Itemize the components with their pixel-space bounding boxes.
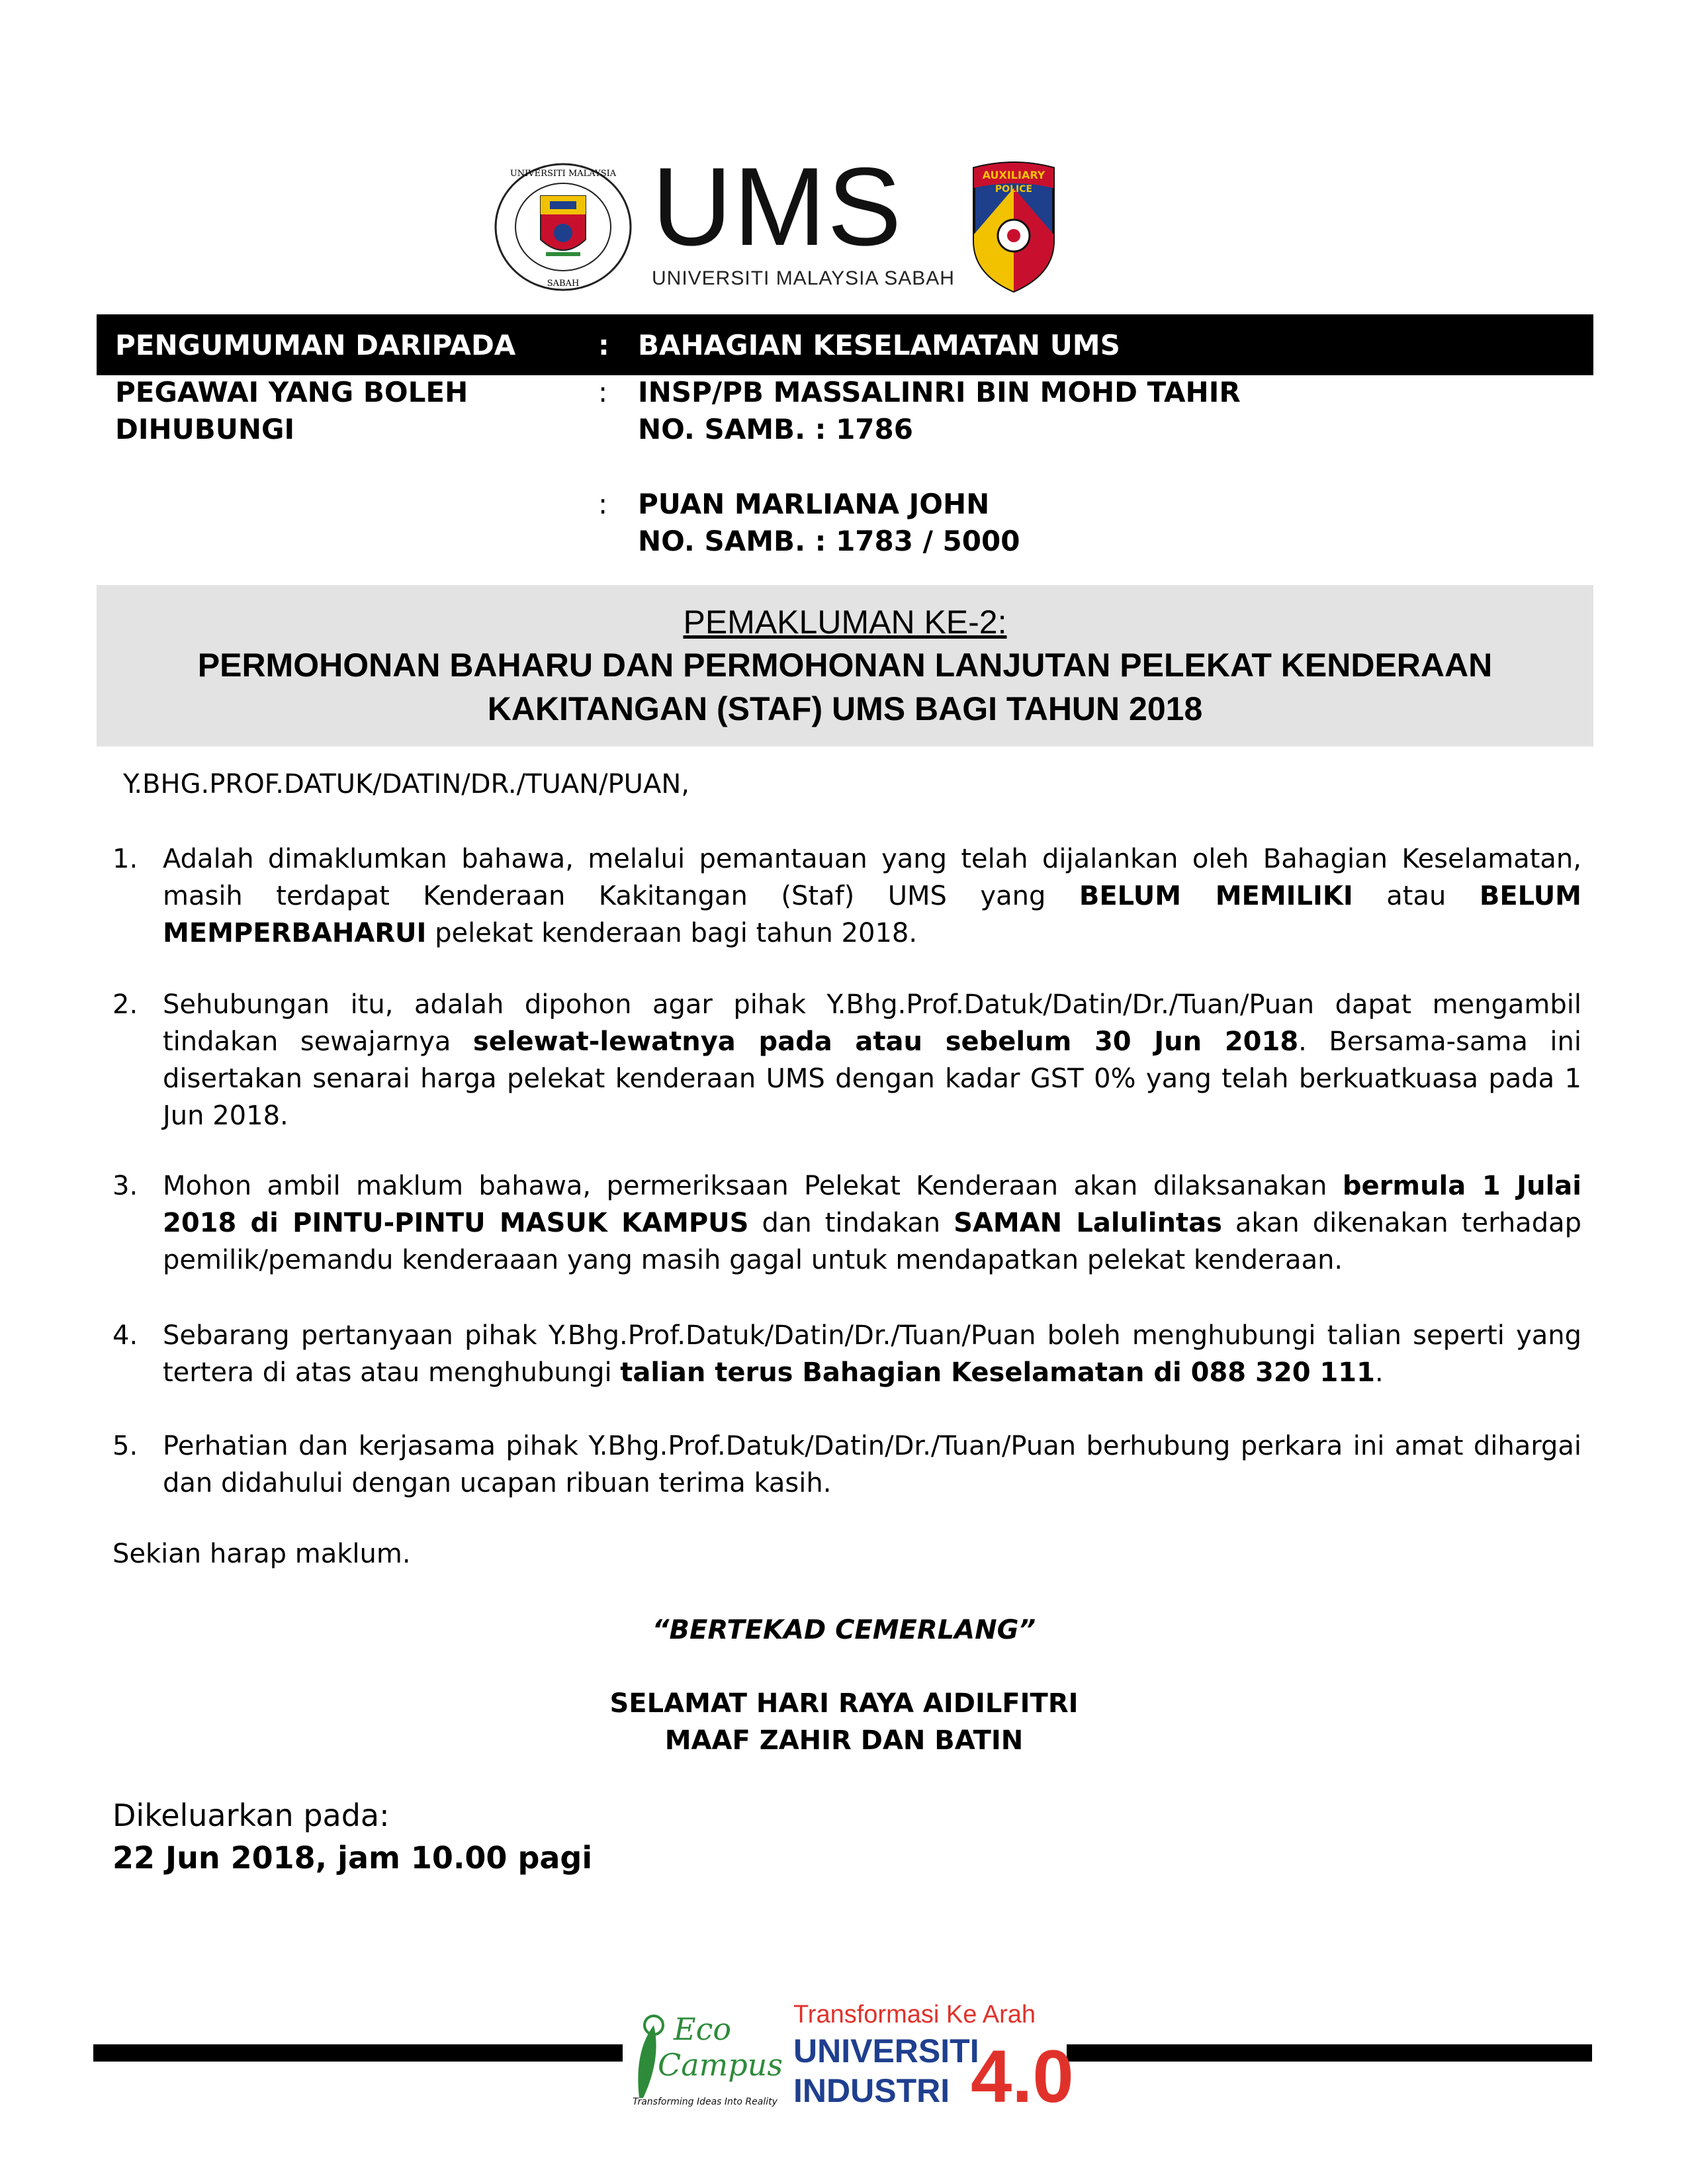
greeting-line2: MAAF ZAHIR DAN BATIN xyxy=(664,1725,1024,1756)
item-text: Perhatian dan kerjasama pihak Y.Bhg.Prof.Datuk/Datin/Dr./Tuan/Puan berhubung perkara ini amat dihargai dan didahului dengan ucapan ribuan terima kasih. xyxy=(163,1431,1581,1498)
contact-label-line1: PEGAWAI YANG BOLEH xyxy=(115,376,468,408)
footer-divider-left xyxy=(93,2044,623,2062)
version-4-text: 4.0 xyxy=(971,2035,1074,2118)
police-text-bottom: POLICE xyxy=(995,184,1033,195)
contact2-name: PUAN MARLIANA JOHN xyxy=(638,488,990,520)
contact-officer-2 xyxy=(638,486,1020,560)
motto: “BERTEKAD CEMERLANG” xyxy=(652,1615,1036,1645)
list-item xyxy=(112,986,1581,1134)
list-item xyxy=(112,1167,1581,1279)
list-item xyxy=(112,1428,1581,1502)
campus-text: Campus xyxy=(658,2047,783,2083)
salutation: Y.BHG.PROF.DATUK/DATIN/DR./TUAN/PUAN, xyxy=(123,769,689,799)
contact1-name: INSP/PB MASSALINRI BIN MOHD TAHIR xyxy=(638,376,1241,408)
transform-label: Transformasi Ke Arah xyxy=(793,2001,1036,2028)
auxiliary-police-shield-icon xyxy=(971,161,1056,294)
colon: : xyxy=(598,329,609,361)
notice-title-line1: PEMAKLUMAN KE-2: xyxy=(683,604,1007,641)
universiti-text: UNIVERSITI xyxy=(793,2032,979,2070)
svg-text:SABAH: SABAH xyxy=(547,279,580,289)
eco-tagline: Transforming Ideas Into Reality xyxy=(633,2097,777,2107)
notice-title-box xyxy=(97,585,1593,747)
police-text-top: AUXILIARY xyxy=(982,169,1045,181)
closing-remark: Sekian harap maklum. xyxy=(112,1539,411,1569)
eco-campus-logo-icon xyxy=(627,1999,783,2115)
colon: : xyxy=(598,488,608,520)
ums-subtitle: UNIVERSITI MALAYSIA SABAH xyxy=(652,267,955,289)
colon: : xyxy=(598,376,608,408)
announcement-from-label: PENGUMUMAN DARIPADA xyxy=(115,329,516,361)
item-number: 2. xyxy=(112,989,138,1020)
list-item xyxy=(112,1317,1581,1391)
svg-text:UNIVERSITI MALAYSIA: UNIVERSITI MALAYSIA xyxy=(510,169,617,179)
contact-label-line2: DIHUBUNGI xyxy=(115,413,295,445)
greeting-line1: SELAMAT HARI RAYA AIDILFITRI xyxy=(609,1688,1079,1719)
issued-label: Dikeluarkan pada: xyxy=(112,1797,390,1833)
announcement-from-value: BAHAGIAN KESELAMATAN UMS xyxy=(638,329,1120,361)
item-number: 3. xyxy=(112,1171,138,1201)
issued-date: 22 Jun 2018, jam 10.00 pagi xyxy=(112,1840,593,1876)
notice-title-line3: KAKITANGAN (STAF) UMS BAGI TAHUN 2018 xyxy=(487,690,1203,727)
contact1-extension: NO. SAMB. : 1786 xyxy=(638,413,913,445)
list-item xyxy=(112,841,1581,952)
footer-divider-right xyxy=(1067,2044,1592,2062)
eco-text: Eco xyxy=(674,2011,732,2047)
universiti-industri-logo-icon xyxy=(791,1997,1074,2118)
item-number: 1. xyxy=(112,844,138,874)
contact-officer-1 xyxy=(638,374,1241,448)
item-number: 5. xyxy=(112,1431,138,1461)
item-text: Adalah dimaklumkan bahawa, melalui pemantauan yang telah dijalankan oleh Bahagian Keselamatan, masih terdapat Kenderaan Kakitangan (Staf) UMS yang BELUM MEMILIKI atau BELUM MEMPERBAHARUI pelekat kenderaan bagi tahun 2018. xyxy=(163,844,1581,948)
industri-text: INDUSTRI xyxy=(793,2072,950,2109)
contact-officer-label xyxy=(115,374,468,448)
ums-crest-icon xyxy=(493,161,633,293)
item-text: Sebarang pertanyaan pihak Y.Bhg.Prof.Datuk/Datin/Dr./Tuan/Puan boleh menghubungi talian seperti yang tertera di atas atau menghubungi talian terus Bahagian Keselamatan di 088 320 111. xyxy=(163,1320,1581,1388)
notice-title-line2: PERMOHONAN BAHARU DAN PERMOHONAN LANJUTAN PELEKAT KENDERAAN xyxy=(197,647,1493,684)
contact2-extension: NO. SAMB. : 1783 / 5000 xyxy=(638,525,1020,557)
ums-wordmark: UMS xyxy=(652,144,903,269)
item-text: Mohon ambil maklum bahawa, permeriksaan Pelekat Kenderaan akan dilaksanakan bermula 1 Julai 2018 di PINTU-PINTU MASUK KAMPUS dan tindakan SAMAN Lalulintas akan dikenakan terhadap pemilik/pemandu kenderaaan yang masih gagal untuk mendapatkan pelekat kenderaan. xyxy=(163,1171,1582,1275)
item-number: 4. xyxy=(112,1320,138,1351)
item-text: Sehubungan itu, adalah dipohon agar pihak Y.Bhg.Prof.Datuk/Datin/Dr./Tuan/Puan dapat mengambil tindakan sewajarnya selewat-lewatnya pada atau sebelum 30 Jun 2018. Bersama-sama ini disertakan senarai harga pelekat kenderaan UMS dengan kadar GST 0% yang telah berkuatkuasa pada 1 Jun 2018. xyxy=(163,989,1581,1131)
